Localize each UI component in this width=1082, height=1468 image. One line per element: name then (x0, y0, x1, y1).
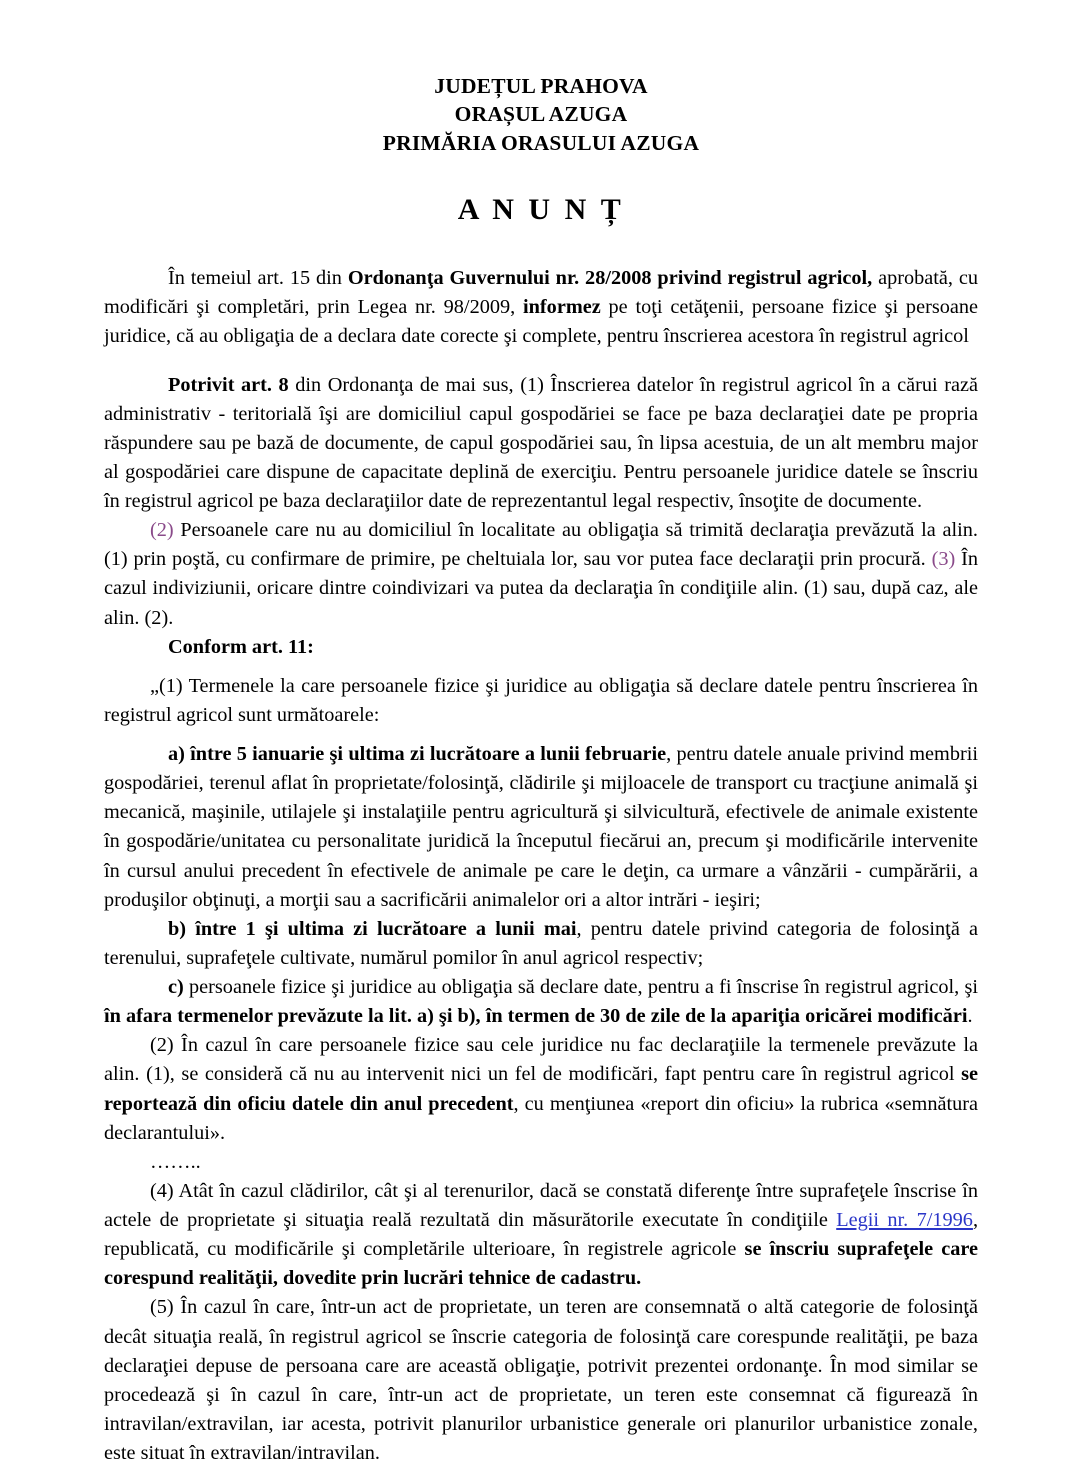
litera-c-text: persoanele fizice şi juridice au obligaţia să declare date, pentru a fi înscrise în registrul agricol, şi (183, 976, 978, 998)
litera-b-text: , pentru datele privind categoria de folosinţă a terenului, suprafeţele cultivate, numărul pomilor în anul agricol respectiv; (104, 917, 978, 969)
paragraph-alin23 (104, 516, 978, 633)
spacer (104, 352, 978, 371)
paragraph-art8 (104, 371, 978, 517)
paragraph-alin2-report (104, 1031, 978, 1148)
intro-text-e: pe toţi cetăţenii, persoane fizice şi persoane juridice, că au obligaţia de a declara date corecte şi complete, pentru înscrierea acestora în registrul agricol (104, 296, 978, 348)
document-header (104, 72, 978, 157)
alin2-mark: (2) (150, 519, 174, 542)
paragraph-alin5: (5) În cazul în care, într-un act de proprietate, un teren are consemnată o altă categorie de folosinţă decât situaţia reală, în registrul agricol se înscrie categoria de folosinţă care corespunde realităţii, pe baza declaraţiei depuse de persoana care are această obligaţie, potrivit prezentei ordonanţe. În mod similar se procedează şi în cazul în care, într-un act de proprietate, un teren este consemnat că figurează în intravilan/extravilan, iar acesta, potrivit planurilor urbanistice generale ori planurilor urbanistice zonale, este situat în extravilan/intravilan. (104, 1296, 978, 1464)
paragraph-intro (104, 264, 978, 351)
spacer (104, 662, 978, 672)
spacer (104, 237, 978, 264)
alin4-text-b: , republicată, cu modificările şi completările ulterioare, în registrele agricole (104, 1209, 979, 1261)
header-institution: PRIMĂRIA ORASULUI AZUGA (382, 130, 700, 155)
litera-c-period: . (967, 1005, 973, 1028)
paragraph-litera-b (104, 915, 978, 973)
art8-label: Potrivit art. 8 (168, 373, 289, 396)
alin4-bold-tail: se înscriu suprafeţele care corespund realităţii, dovedite prin lucrări tehnice de cadastru. (104, 1238, 978, 1290)
alin2-report-text-a: (2) În cazul în care persoanele fizice sau cele juridice nu fac declaraţiile la termenele prevăzute la alin. (1), se consideră că nu au intervenit nici un fel de modificări, fapt pentru care în registrul agricol (104, 1034, 978, 1086)
paragraph-litera-c (104, 973, 978, 1031)
alin2-report-text-c: , cu menţiunea «report din oficiu» la rubrica «semnătura declarantului». (104, 1092, 979, 1144)
art8-text: din Ordonanţa de mai sus, (1) Înscrierea datelor în registrul agricol în a cărui rază administrativ - teritorială îşi are domiciliul capul gospodăriei se face pe baza declaraţiei date pe propria răspundere sau pe bază de documente, de capul gospodăriei sau, în lipsa acestuia, de un alt membru major al gospodăriei care dispune de capacitate deplină de exerciţiu. Pentru persoanele juridice datele se înscriu în registrul agricol pe baza declaraţiilor date de reprezentantul legal respectiv, însoţite de documente. (104, 373, 978, 512)
page-title: A N U N Ț (457, 193, 625, 227)
litera-c-bold-tail: în afara termenelor prevăzute la lit. a) şi b), în termen de 30 de zile de la apariţia oricărei modificări (104, 1005, 968, 1028)
litera-a-text: , pentru datele anuale privind membrii gospodăriei, terenul aflat în proprietate/folosinţă, clădirile şi mijloacele de transport cu tracţiune animală şi mecanică, maşinile, utilajele şi instalaţiile pentru agricultură şi silvicultură, efectivele de animale existente în gospodărie/unitatea cu personalitate juridică la începutul fiecărui an, precum şi modificările intervenite în cursul anului precedent în efectivele de animale pe care le deţin, ca urmare a vânzării - cumpărării, a produşilor obţinuţi, a morţii sau a sacrificării animalelor ori a altor intrări - ieşiri; (104, 743, 978, 911)
paragraph-ellipsis: …….. (150, 1150, 201, 1173)
header-county: JUDEȚUL PRAHOVA (434, 74, 648, 98)
header-city: ORAȘUL AZUGA (454, 102, 628, 127)
alin3-mark: (3) (931, 548, 956, 571)
paragraph-alin4 (104, 1177, 978, 1294)
intro-informez: informez (523, 296, 601, 319)
spacer (104, 730, 978, 740)
litera-a-label: a) între 5 ianuarie şi ultima zi lucrătoare a lunii februarie (168, 743, 667, 765)
intro-text-a: În temeiul art. 15 din (168, 267, 348, 290)
litera-c-label: c) (168, 976, 184, 998)
intro-text-c: aprobată, cu modificări şi completări, prin Legea nr. 98/2009, (104, 267, 978, 319)
litera-b-label: b) între 1 şi ultima zi lucrătoare a lunii mai (168, 917, 577, 940)
intro-law-name: Ordonanţa Guvernului nr. 28/2008 privind registrul agricol, (347, 267, 873, 290)
conform-art11-label: Conform art. 11: (168, 635, 314, 658)
paragraph-litera-a (104, 740, 978, 915)
alin3-text: În cazul indiviziunii, oricare dintre coindivizari va putea da declaraţia în condiţiile alin. (1) sau, după caz, ale alin. (2). (104, 548, 978, 629)
alin2-text: Persoanele care nu au domiciliul în localitate au obligaţia să trimită declaraţia prevăzută la alin. (1) prin poştă, cu confirmare de primire, pe cheltuiala lor, sau vor putea face declaraţii prin procură. (104, 519, 978, 571)
document-body (104, 237, 978, 1468)
alin2-report-bold: se reportează din oficiu datele din anul precedent (104, 1063, 978, 1115)
alin4-text-a: (4) Atât în cazul clădirilor, cât şi al terenurilor, dacă se constată diferenţe între suprafeţele înscrise în actele de proprietate şi situaţia reală rezultată din măsurătorile executate în condiţiile (104, 1179, 978, 1231)
paragraph-alin1-termene: „(1) Termenele la care persoanele fizice şi juridice au obligaţia să declare datele pentru înscrierea în registrul agricol sunt următoarele: (104, 674, 978, 726)
legea-7-1996-link[interactable]: Legii nr. 7/1996 (836, 1209, 973, 1231)
paragraph-conform-art11 (104, 633, 978, 662)
